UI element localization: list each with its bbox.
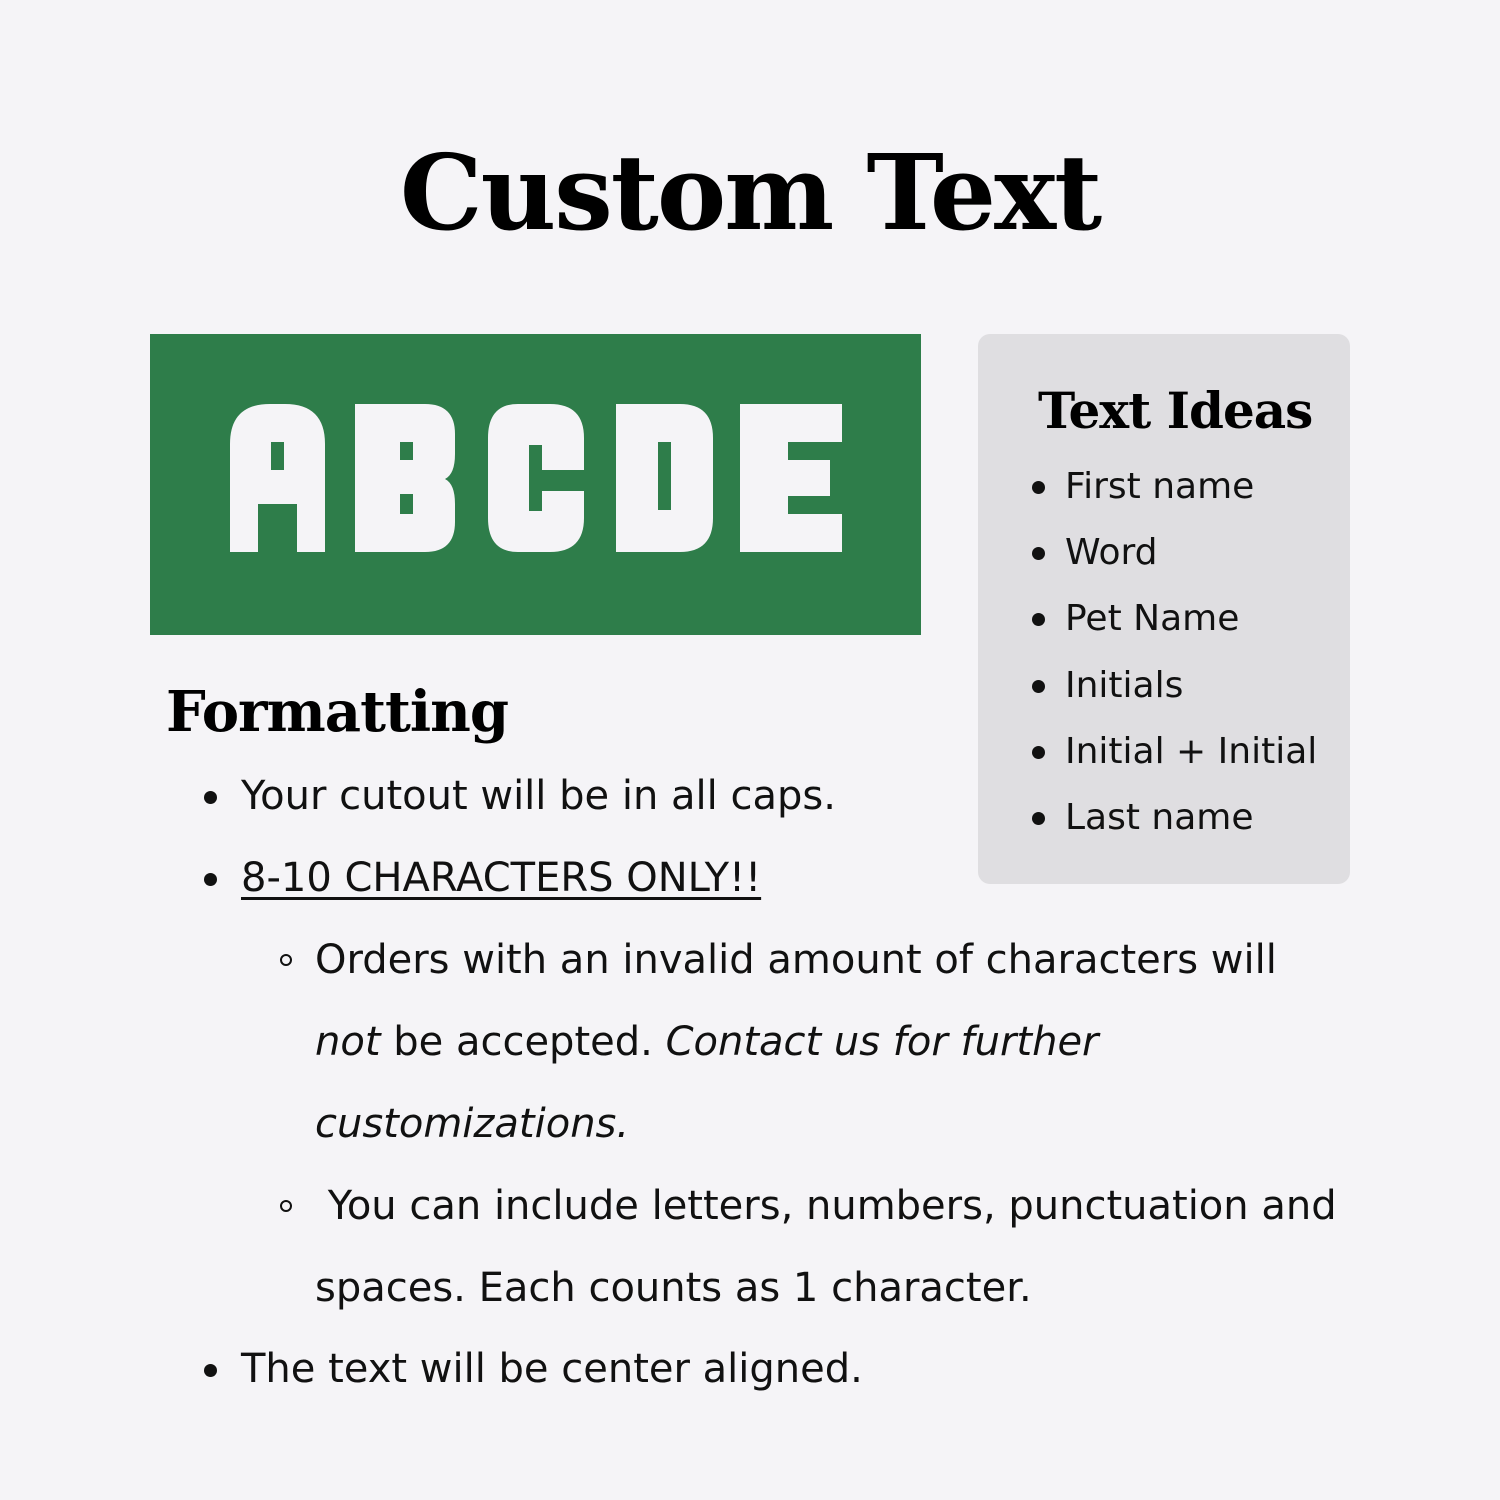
invalid-note-line-1: Orders with an invalid amount of characters will bbox=[315, 937, 1277, 983]
list-item bbox=[1030, 653, 1317, 719]
include-note-line-2: spaces. Each counts as 1 character. bbox=[315, 1265, 1032, 1311]
bullet-icon bbox=[204, 791, 217, 804]
hollow-bullet-icon bbox=[280, 954, 292, 966]
invalid-note-line-2 bbox=[315, 1014, 1099, 1070]
character-limit-note: 8-10 CHARACTERS ONLY!! bbox=[241, 855, 762, 901]
idea-label: Pet Name bbox=[1065, 598, 1240, 640]
page-title: Custom Text bbox=[399, 131, 1101, 254]
list-item bbox=[1030, 454, 1317, 520]
idea-label: Last name bbox=[1065, 796, 1254, 838]
idea-label: Word bbox=[1065, 532, 1158, 574]
include-note-line-1: You can include letters, numbers, punctuation and bbox=[315, 1183, 1337, 1229]
idea-label: Initial + Initial bbox=[1065, 730, 1318, 772]
bullet-icon bbox=[1032, 812, 1045, 825]
text-ideas-list bbox=[1030, 454, 1317, 851]
list-item bbox=[1030, 719, 1317, 785]
bullet-icon bbox=[1032, 613, 1045, 626]
emphasis-not: not bbox=[315, 1019, 381, 1065]
invalid-note-continuation: be accepted. bbox=[380, 1019, 666, 1065]
list-item bbox=[1030, 785, 1317, 851]
bullet-icon bbox=[1032, 680, 1045, 693]
bullet-icon bbox=[204, 873, 217, 886]
idea-label: Initials bbox=[1065, 664, 1184, 706]
alignment-note: The text will be center aligned. bbox=[241, 1346, 863, 1392]
text-ideas-title: Text Ideas bbox=[1038, 381, 1313, 440]
bullet-icon bbox=[1032, 746, 1045, 759]
bullet-icon bbox=[1032, 547, 1045, 560]
bullet-icon bbox=[204, 1364, 217, 1377]
bullet-icon bbox=[1032, 481, 1045, 494]
list-item bbox=[1030, 520, 1317, 586]
idea-label: First name bbox=[1065, 466, 1255, 507]
hollow-bullet-icon bbox=[280, 1200, 292, 1212]
contact-note-line-2: customizations. bbox=[315, 1101, 630, 1147]
contact-note: Contact us for further bbox=[665, 1019, 1099, 1065]
list-item bbox=[1030, 586, 1317, 652]
caps-note: Your cutout will be in all caps. bbox=[241, 773, 836, 819]
formatting-title: Formatting bbox=[166, 679, 508, 745]
